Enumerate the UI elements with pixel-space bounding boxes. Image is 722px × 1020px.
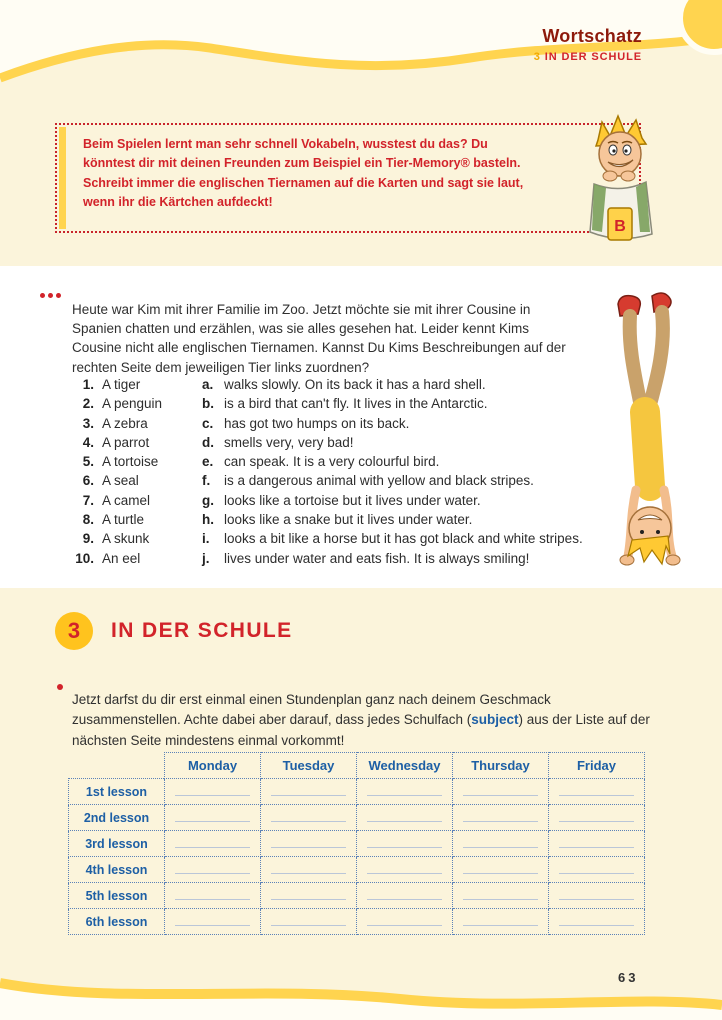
description-text: smells very, very bad! [224,434,354,450]
timetable-blank-cell [261,883,357,909]
page-number: 63 [618,970,639,985]
timetable-blank-cell [165,831,261,857]
animal-number: 8. [82,512,94,528]
animal-number: 9. [82,531,94,547]
page-title: Wortschatz [542,26,642,46]
animal-name: A turtle [102,512,145,528]
timetable-instructions [72,690,658,753]
timetable-blank-cell [453,883,549,909]
animal-name: A camel [102,492,151,508]
timetable-row [69,779,645,805]
animal-number: 10. [75,550,94,566]
section-heading [55,612,293,650]
fill-in-line [367,821,441,822]
fill-in-line [175,795,249,796]
timetable-blank-cell [357,831,453,857]
fill-in-line [175,847,249,848]
matching-row [72,433,583,452]
fill-in-line [271,795,345,796]
timetable-row [69,805,645,831]
matching-row [72,491,583,510]
fill-in-line [367,847,441,848]
fill-in-line [463,899,537,900]
timetable-blank-cell [549,805,645,831]
matching-row [72,471,583,490]
fill-in-line [559,821,633,822]
description-letter: j. [202,550,210,566]
section-number-badge: 3 [55,612,93,650]
description-letter: g. [202,492,214,508]
description-text: looks like a snake but it lives under water. [224,512,473,528]
timetable-blank-cell [549,831,645,857]
timetable-blank-cell [357,857,453,883]
timetable-blank-cell [261,909,357,935]
timetable-blank-cell [165,909,261,935]
animal-number: 1. [82,377,94,392]
fill-in-line [367,873,441,874]
timetable-blank-cell [549,909,645,935]
fill-in-line [463,847,537,848]
tip-text: Beim Spielen lernt man sehr schnell Vokabeln, wusstest du das? Du könntest dir mit deinen Freunden zum Beispiel ein Tier-Memory® basteln. Schreibt immer die englischen Tiernamen auf die Karten und sagt sie laut, wenn ihr die Kärtchen aufdeckt! [83,137,524,210]
timetable [68,752,645,935]
description-letter: c. [202,415,214,431]
boy-face [599,132,641,176]
timetable-blank-cell [261,805,357,831]
shirt [645,412,650,486]
fill-in-line [175,899,249,900]
timetable-blank-cell [357,883,453,909]
zoo-exercise-intro: Heute war Kim mit ihrer Familie im Zoo. Jetzt möchte sie mit ihrer Cousine in Spanien chatten und erzählen, was sie alles gesehen hat. Leider kennt Kims Cousine nicht alle englischen Tiernamen. Kannst Du Kims Beschreibungen auf der rechten Seite dem jeweiligen Tier links zuordnen? [72,301,566,375]
timetable-blank-cell [453,857,549,883]
description-text: is a dangerous animal with yellow and black stripes. [224,473,534,489]
description-text: can speak. It is a very colourful bird. [224,454,440,470]
timetable-row [69,857,645,883]
animal-number: 6. [82,473,94,489]
column-header-monday: Monday [165,753,261,779]
description-letter: f. [202,473,211,489]
timetable-blank-cell [261,857,357,883]
matching-exercise-list [72,375,583,568]
animal-name: A tiger [102,377,141,392]
row-label-4th-lesson: 4th lesson [69,857,165,883]
timetable-blank-cell [549,779,645,805]
timetable-blank-cell [357,909,453,935]
chapter-indicator [534,51,642,63]
animal-number: 2. [82,396,94,412]
description-letter: i. [202,531,210,547]
fill-in-line [559,925,633,926]
column-header-tuesday: Tuesday [261,753,357,779]
fill-in-line [559,795,633,796]
fill-in-line [271,899,345,900]
description-letter: e. [202,454,214,470]
animal-name: A penguin [102,396,163,412]
timetable-blank-cell [453,805,549,831]
description-text: looks a bit like a horse but it has got black and white stripes. [224,531,583,547]
matching-row [72,549,583,568]
fill-in-line [175,873,249,874]
column-header-friday: Friday [549,753,645,779]
animal-number: 5. [82,454,94,470]
handstand-boy-illustration [590,290,705,582]
timetable-blank-cell [549,857,645,883]
animal-name: A seal [102,473,139,489]
page-header [534,26,642,63]
timetable-blank-cell [165,857,261,883]
tip-accent-bar [59,127,66,229]
animal-name: A parrot [102,434,150,450]
tip-box [55,123,641,233]
matching-row [72,529,583,548]
matching-row [72,375,583,394]
description-letter: h. [202,512,214,528]
timetable-blank-cell [261,831,357,857]
fill-in-line [271,925,345,926]
description-letter: b. [202,396,214,412]
matching-row [72,394,583,413]
timetable-blank-cell [453,909,549,935]
fill-in-line [271,847,345,848]
animal-name: A tortoise [102,454,159,470]
boy-illustration [566,110,670,246]
timetable-blank-cell [453,779,549,805]
fill-in-line [463,873,537,874]
animal-name: A skunk [102,531,150,547]
timetable-blank-cell [453,831,549,857]
description-text: has got two humps on its back. [224,415,410,431]
fill-in-line [463,925,537,926]
timetable-row [69,883,645,909]
instructions-part-1: Jetzt darfst du dir erst einmal einen Stundenplan ganz nach deinem Geschmack zusammenstellen. Achte dabei aber darauf, dass jedes Schulfach ( [72,691,551,728]
timetable-blank-cell [165,883,261,909]
description-text: lives under water and eats fish. It is always smiling! [224,550,530,566]
row-label-3rd-lesson: 3rd lesson [69,831,165,857]
fill-in-line [463,795,537,796]
matching-row [72,510,583,529]
chapter-number: 3 [533,51,541,63]
animal-number: 3. [82,415,94,431]
description-text: looks like a tortoise but it lives under water. [224,492,481,508]
chapter-title: IN DER SCHULE [544,51,642,63]
row-label-2nd-lesson: 2nd lesson [69,805,165,831]
fill-in-line [559,847,633,848]
fill-in-line [559,873,633,874]
timetable-blank-cell [165,805,261,831]
fill-in-line [271,821,345,822]
description-text: walks slowly. On its back it has a hard shell. [224,377,486,392]
timetable-corner-cell [69,753,165,779]
matching-row [72,414,583,433]
triple-dot-bullet [40,293,61,298]
instructions-part-2: ) aus der Liste auf der nächsten Seite mindestens einmal vorkommt! [72,712,650,749]
timetable-row [69,909,645,935]
fill-in-line [559,899,633,900]
timetable-blank-cell [357,779,453,805]
fill-in-line [175,925,249,926]
bottom-wave-decoration [0,965,722,1020]
fill-in-line [367,925,441,926]
section-title: IN DER SCHULE [111,619,293,642]
bullet-dot [57,684,63,690]
fill-in-line [367,795,441,796]
animal-name: A zebra [102,415,148,431]
can-letter: B [614,218,626,235]
row-label-5th-lesson: 5th lesson [69,883,165,909]
column-header-wednesday: Wednesday [357,753,453,779]
column-header-thursday: Thursday [453,753,549,779]
timetable-blank-cell [549,883,645,909]
description-letter: d. [202,434,214,450]
description-text: is a bird that can't fly. It lives in the Antarctic. [224,396,488,412]
row-label-6th-lesson: 6th lesson [69,909,165,935]
timetable-blank-cell [165,779,261,805]
animal-number: 4. [82,434,94,450]
timetable-row [69,831,645,857]
fill-in-line [175,821,249,822]
fill-in-line [271,873,345,874]
row-label-1st-lesson: 1st lesson [69,779,165,805]
animal-number: 7. [82,492,94,508]
subject-keyword: subject [471,712,519,728]
animal-name: An eel [102,550,141,566]
fill-in-line [367,899,441,900]
timetable-blank-cell [357,805,453,831]
fill-in-line [463,821,537,822]
timetable-header-row [69,753,645,779]
matching-row [72,452,583,471]
timetable-blank-cell [261,779,357,805]
description-letter: a. [202,377,214,392]
